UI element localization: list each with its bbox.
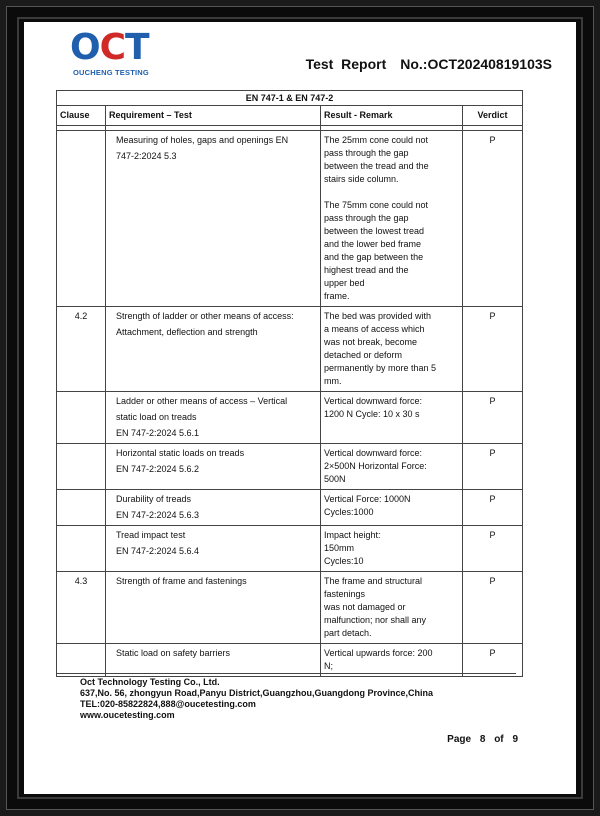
result-line: The bed was provided with — [324, 311, 432, 321]
col-verdict-header: Verdict — [463, 106, 523, 126]
footer-company: Oct Technology Testing Co., Ltd. — [80, 677, 220, 687]
requirement-line: Static load on safety barriers — [116, 648, 231, 658]
result-line: 1200 N Cycle: 10 x 30 s — [324, 409, 420, 419]
verdict-cell: P — [463, 490, 523, 526]
logo-subtitle: OUCHENG TESTING — [73, 68, 149, 77]
requirement-cell — [106, 572, 321, 644]
result-cell — [321, 644, 463, 677]
requirement-line: Strength of frame and fastenings — [116, 576, 247, 586]
result-line: 150mm — [324, 543, 355, 553]
result-line: malfunction; nor shall any — [324, 615, 427, 625]
result-line: between the lowest tread — [324, 226, 425, 236]
requirement-cell — [106, 490, 321, 526]
verdict-cell: P — [463, 526, 523, 572]
result-line: pass through the gap — [324, 213, 409, 223]
result-line: a means of access which — [324, 324, 425, 334]
verdict-cell: P — [463, 644, 523, 677]
logo-letter-t: T — [125, 27, 149, 68]
test-results-table — [56, 90, 523, 677]
header-row — [57, 106, 523, 126]
requirement-line: EN 747-2:2024 5.6.1 — [116, 428, 200, 438]
requirement-line: 747-2:2024 5.3 — [116, 151, 177, 161]
result-cell — [321, 392, 463, 444]
clause-cell — [57, 490, 106, 526]
requirement-cell — [106, 526, 321, 572]
table-row — [57, 644, 523, 677]
result-line: Vertical Force: 1000N — [324, 494, 411, 504]
result-line: 2×500N Horizontal Force: — [324, 461, 427, 471]
requirement-line: EN 747-2:2024 5.6.2 — [116, 464, 200, 474]
result-line: Impact height: — [324, 530, 381, 540]
logo-letter-c: C — [99, 27, 126, 68]
result-line: stairs side column. — [324, 174, 399, 184]
logo-letter-o: O — [70, 27, 100, 68]
requirement-cell — [106, 307, 321, 392]
clause-cell — [57, 444, 106, 490]
result-line: N; — [324, 661, 333, 671]
result-cell — [321, 131, 463, 307]
requirement-line: Attachment, deflection and strength — [116, 327, 258, 337]
page-total: 9 — [512, 734, 518, 745]
requirement-line: Measuring of holes, gaps and openings EN — [116, 135, 289, 145]
result-line: highest tread and the — [324, 265, 409, 275]
clause-cell — [57, 392, 106, 444]
requirement-cell — [106, 131, 321, 307]
requirement-line: static load on treads — [116, 412, 197, 422]
footer-tel: TEL:020-85822824,888@oucetesting.com — [80, 699, 256, 709]
col-requirement-header: Requirement – Test — [106, 106, 321, 126]
clause-cell — [57, 131, 106, 307]
result-line: was not break, become — [324, 337, 418, 347]
table-row — [57, 572, 523, 644]
requirement-line: Tread impact test — [116, 530, 186, 540]
result-line: mm. — [324, 376, 342, 386]
col-clause-header: Clause — [57, 106, 106, 126]
page-of-label: of — [494, 734, 504, 745]
result-line: The 75mm cone could not — [324, 200, 429, 210]
result-line: pass through the gap — [324, 148, 409, 158]
page-current: 8 — [479, 734, 486, 745]
requirement-line: EN 747-2:2024 5.6.4 — [116, 546, 200, 556]
oct-logo — [70, 28, 160, 80]
result-line: Vertical downward force: — [324, 448, 423, 458]
footer-address: 637,No. 56, zhongyun Road,Panyu District,Guangzhou,Guangdong Province,China — [80, 688, 434, 698]
footer — [80, 677, 433, 721]
table-body — [57, 131, 523, 677]
result-line: part detach. — [324, 628, 372, 638]
clause-cell: 4.3 — [57, 572, 106, 644]
requirement-line: EN 747-2:2024 5.6.3 — [116, 510, 200, 520]
result-line: Vertical upwards force: 200 — [324, 648, 433, 658]
clause-cell: 4.2 — [57, 307, 106, 392]
requirement-cell — [106, 444, 321, 490]
result-line: detached or deform — [324, 350, 403, 360]
result-line: Vertical downward force: — [324, 396, 423, 406]
report-title-label: Test Report — [305, 56, 387, 72]
table-row — [57, 444, 523, 490]
result-line: Cycles:10 — [324, 556, 364, 566]
requirement-cell — [106, 392, 321, 444]
result-line: upper bed — [324, 278, 365, 288]
col-result-header: Result - Remark — [321, 106, 463, 126]
result-cell — [321, 444, 463, 490]
table-row — [57, 490, 523, 526]
result-line: was not damaged or — [324, 602, 406, 612]
footer-web: www.oucetesting.com — [80, 710, 175, 720]
result-line: and the lower bed frame — [324, 239, 422, 249]
table-row — [57, 131, 523, 307]
requirement-line: Durability of treads — [116, 494, 192, 504]
table-row — [57, 392, 523, 444]
page-label: Page — [447, 734, 472, 745]
result-line — [324, 186, 459, 199]
result-line: permanently by more than 5 — [324, 363, 437, 373]
result-line: The 25mm cone could not — [324, 135, 429, 145]
standard-row — [57, 91, 523, 106]
result-cell — [321, 526, 463, 572]
table-row — [57, 307, 523, 392]
clause-cell — [57, 526, 106, 572]
requirement-line: Horizontal static loads on treads — [116, 448, 245, 458]
clause-cell — [57, 644, 106, 677]
result-cell — [321, 490, 463, 526]
report-number: No.:OCT20240819103S — [400, 56, 552, 72]
requirement-cell — [106, 644, 321, 677]
result-line: Cycles:1000 — [324, 507, 374, 517]
requirement-line: Strength of ladder or other means of access: — [116, 311, 294, 321]
requirement-line: Ladder or other means of access – Vertical — [116, 396, 288, 406]
result-line: 500N — [324, 474, 346, 484]
table-row — [57, 526, 523, 572]
logo-wordmark — [70, 28, 149, 68]
verdict-cell: P — [463, 392, 523, 444]
verdict-cell: P — [463, 307, 523, 392]
result-line: fastenings — [324, 589, 366, 599]
standard-title: EN 747-1 & EN 747-2 — [57, 91, 523, 106]
verdict-cell: P — [463, 444, 523, 490]
result-line: between the tread and the — [324, 161, 429, 171]
result-line: The frame and structural — [324, 576, 423, 586]
verdict-cell: P — [463, 131, 523, 307]
footer-divider — [56, 673, 516, 674]
page-number — [447, 734, 518, 745]
result-cell — [321, 572, 463, 644]
verdict-cell: P — [463, 572, 523, 644]
report-title — [306, 56, 552, 72]
result-line: frame. — [324, 291, 350, 301]
result-line: and the gap between the — [324, 252, 424, 262]
result-cell — [321, 307, 463, 392]
